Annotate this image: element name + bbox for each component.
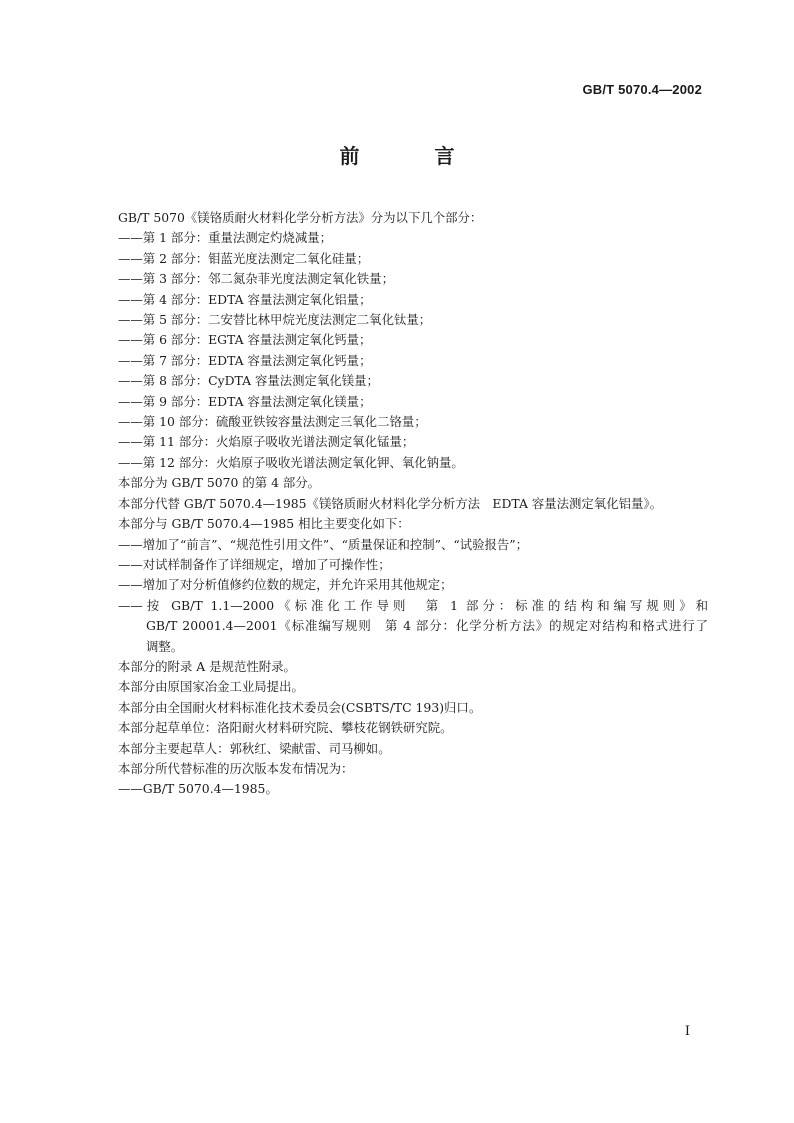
list-item: ——第 6 部分：EGTA 容量法测定氧化钙量；	[118, 332, 372, 348]
list-item: ——第 12 部分：火焰原子吸收光谱法测定氧化钾、氧化钠量。	[118, 454, 464, 470]
list-item: ——第 1 部分：重量法测定灼烧减量；	[118, 230, 333, 246]
standard-code: GB/T 5070.4—2002	[582, 82, 702, 97]
list-item: ——第 8 部分：CyDTA 容量法测定氧化镁量；	[118, 373, 379, 389]
replaces-paragraph: 本部分代替 GB/T 5070.4—1985《镁铬质耐火材料化学分析方法 EDTA 容量法测定氧化铝量》。	[118, 495, 662, 511]
list-item: ——对试样制备作了详细规定，增加了可操作性；	[118, 556, 391, 572]
list-item: ——第 11 部分：火焰原子吸收光谱法测定氧化锰量；	[118, 434, 415, 450]
list-item: ——第 5 部分：二安替比林甲烷光度法测定二氧化钛量；	[118, 312, 432, 328]
list-item-continuation: GB/T 20001.4—2001《标准编写规则 第 4 部分：化学分析方法》的规定对结构和格式进行了	[146, 618, 708, 634]
list-item: ——增加了“前言”、“规范性引用文件”、“质量保证和控制”、“试验报告”；	[118, 536, 529, 552]
list-item-continuation: 调整。	[146, 638, 184, 654]
list-item: ——第 9 部分：EDTA 容量法测定氧化镁量；	[118, 393, 372, 409]
page-number: I	[684, 1024, 690, 1039]
annex-paragraph: 本部分的附录 A 是规范性附录。	[118, 658, 296, 674]
this-part-paragraph: 本部分为 GB/T 5070 的第 4 部分。	[118, 475, 321, 491]
parts-list	[118, 228, 708, 473]
list-item: ——增加了对分析值修约位数的规定，并允许采用其他规定；	[118, 577, 453, 593]
drafters-paragraph: 本部分主要起草人：郭秋红、梁献雷、司马柳如。	[118, 740, 391, 756]
drafted-by-paragraph: 本部分起草单位：洛阳耐火材料研究院、攀枝花钢铁研究院。	[118, 720, 453, 736]
history-intro-paragraph: 本部分所代替标准的历次版本发布情况为：	[118, 760, 354, 776]
list-item: ——第 2 部分：钼蓝光度法测定二氧化硅量；	[118, 250, 370, 266]
page-title: 前 言	[339, 144, 489, 168]
changes-intro-paragraph: 本部分与 GB/T 5070.4—1985 相比主要变化如下：	[118, 516, 410, 532]
intro-paragraph: GB/T 5070《镁铬质耐火材料化学分析方法》分为以下几个部分：	[118, 210, 483, 225]
foreword-body	[118, 208, 708, 800]
list-item: ——第 4 部分：EDTA 容量法测定氧化铝量；	[118, 291, 372, 307]
list-item: ——GB/T 5070.4—1985。	[118, 781, 278, 797]
proposed-by-paragraph: 本部分由原国家冶金工业局提出。	[118, 679, 304, 695]
list-item: ——第 3 部分：邻二氮杂菲光度法测定氧化铁量；	[118, 271, 394, 287]
list-item: ——第 10 部分：硫酸亚铁铵容量法测定三氧化二铬量；	[118, 414, 427, 430]
list-item: ——第 7 部分：EDTA 容量法测定氧化钙量；	[118, 352, 372, 368]
list-item: ——按 GB/T 1.1—2000《标准化工作导则 第 1 部分：标准的结构和编写规则》和	[118, 597, 708, 613]
changes-list	[118, 535, 708, 657]
managed-by-paragraph: 本部分由全国耐火材料标准化技术委员会(CSBTS/TC 193)归口。	[118, 699, 482, 715]
